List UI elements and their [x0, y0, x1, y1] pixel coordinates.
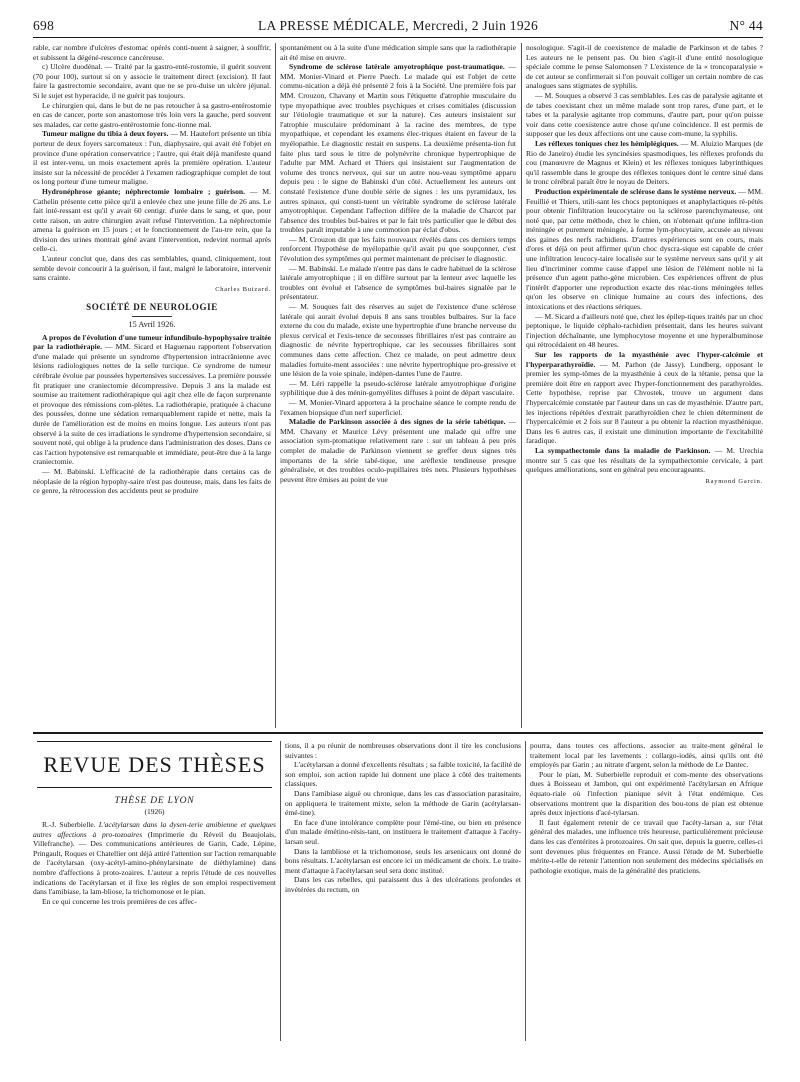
these-heading: THÈSE DE LYON: [114, 796, 195, 806]
paragraph: — M. Sicard a d'ailleurs noté que, chez les épilep-tiques traités par un choc peptonique, le liquide céphalo-rachidien présentait, dans les heures suivant l'injection déchaînante, une lymphocytose moyenne et une hyperalbuminose qui rétrocédaient en 48 heures.: [526, 311, 763, 350]
report-heading: Production expérimentale de sclérose dans le système nerveux.: [535, 186, 737, 196]
paragraph: tions, il a pu réunir de nombreuses observations dont il tire les conclusions suivantes :: [285, 741, 521, 760]
column-rule: [521, 43, 522, 728]
report-tumeur-hypophysaire: [33, 333, 271, 467]
report-body: — MM. Feuillié et Thiers, utili-sant les chocs peptoniques et anaphylactiques ré-pétés pour obtenir l'infiltration leucocytaire ou la sclérose parenchymateuse, ont noté que, par cette méthode, chez le chien, on n'obtenait qu'une infiltra-tion méningée et purement méningée, à forme lym-phocytaire, accusée au niveau des gaines des nerfs rachidiens. D'autres expériences sont en cours, mais d'ores et déjà on peut affirmer qu'un choc dyscra-sique est capable de créer une infiltration leucocy-taire localisée sur le système nerveux sans qu'il y ait lieu d'incriminer comme cause d'appel une lésion de l'élément noble ni la présence d'un agent patho-gène microbien. Ces expériences offrent de plus l'intérêt d'apporter une reproduction exacte des réac-tions méningées telles qu'on les observe en clinique humaine au cours des infections, des intoxications et des réactions sériques.: [526, 186, 763, 312]
issue-number: N° 44: [729, 18, 763, 33]
paragraph: Pour le pian, M. Suberbielle reproduit et com-mente des observations dues à Boisseau et Jambon, qui ont expérimenté l'acétylarsan en Afrique équato-riale où l'infection pianique sévit à l'état endémique. Ces observations montrent que la disparition des bou-tons de pian est obtenue après deux injections d'acé-tylarsan.: [530, 769, 763, 818]
report-body: — M. Hautefort présente un tibia porteur de deux foyers sarcomateux : l'un, diaphysaire, qui avait été l'objet en province d'une opération conservatrice ; l'autre, qui était déjà manifeste quand il est inter-venu, un mois exactement après la première opération. L'auteur insiste sur la nécessité de procéder à l'examen radiographique complet de tout os long porteur d'une tumeur maligne.: [33, 129, 271, 187]
signature: Charles Buizard.: [215, 285, 271, 293]
column-3: [526, 43, 763, 728]
report-sympathectomie: [526, 446, 763, 475]
report-parkinson: [280, 417, 516, 484]
report-sla: [280, 62, 516, 235]
paragraph: Il faut également retenir de ce travail que l'acéty-larsan a, sur l'état général des malades, une influence très heureuse, particulièrement précieuse dans les cas d'entérites à protozoaires. On sait que, depuis la guerre, celles-ci sont devenues plus fréquentes en France. Aussi l'étude de M. Suberbielle mérite-t-elle de retenir l'attention non seulement des médecins spécialisés en pathologie exotique, mais de la généralité des praticiens.: [530, 817, 763, 875]
column-rule: [525, 741, 526, 1041]
section-rule: [132, 316, 172, 317]
paragraph: — M. Souques fait des réserves au sujet de l'existence d'une sclérose latérale qui aurait évolué depuis 8 ans sans troubles bulbaires. Sur la face externe du cou du malade, existe une hypertrophie d'une branche nerveuse du plexus cervical et l'exis-tence de secousses fibrillaires n'est pas contraire au diagnostic de névrite hypertrophique, car les secousses fibrillaires sont communes dans cette affection. Chez ce malade, on peut admettre deux maladies fortuite-ment associées : une névrite hypertrophique pro-gressive et une lésion de la voie spinale, indépen-dantes l'une de l'autre.: [280, 302, 516, 379]
these-entry: [33, 820, 276, 897]
section-separator-rule: [33, 732, 763, 734]
report-heading: Tumeur maligne du tibia à deux foyers.: [42, 129, 169, 139]
paragraph: pourra, dans toutes ces affections, associer au traite-ment général le traitement local par les lavements : collargo-iodés, ainsi qu'ils ont été employés par Garin ; au nitrate d'argent, selon la méthode de Le Dantec.: [530, 741, 763, 770]
these-body: [33, 820, 276, 906]
column-rule: [275, 43, 276, 728]
paragraph: — M. Crouzon dit que les faits nouveaux révélés dans ces derniers temps renforcent l'hypothèse de myélopathie qu'il avait pu que soupçonner, c'est l'évolution des symptômes qui permet maintenant de préciser le diagnostic.: [280, 234, 516, 264]
paragraph: — M. Léri rappelle la pseudo-sclérose latérale amyotrophique d'origine syphilitique due à des ménin-gomyélites diffuses à point de départ vasculaire.: [280, 378, 516, 398]
running-head: [33, 18, 763, 36]
paragraph: En ce qui concerne les trois premières de ces affec-: [42, 896, 197, 906]
these-column-2: [285, 741, 521, 1041]
paragraph: spontanément ou à la suite d'une médication simple sans que la radiothérapie ait été mise en œuvre.: [280, 43, 516, 62]
revue-title: REVUE DES THÈSES: [37, 741, 272, 788]
report-body: — M. Cathelin présente cette pièce qu'il a enlevée chez une jeune fille de 26 ans. Le fait inté-ressant est qu'il y avait 60 centigr. d'urée dans le sang, et que, pour cette raison, un autre chirurgien avait refusé l'intervention. La néphrectomie amena la guérison en 15 jours ; et le fonctionnement de l'au-tre rein, que la division des urines montrait géné avant l'intervention, redevint normal après celle-ci.: [33, 186, 271, 254]
paragraph: — M. Babinski. L'efficacité de la radiothérapie dans certains cas de néoplasie de la région hypophy-saire n'est pas douteuse, mais, dans les faits de ce genre, la rétrocession des accidents peut se produire: [33, 466, 271, 496]
these-year: (1926): [144, 807, 165, 816]
header-rule: [33, 37, 763, 38]
these-summary: (Imprimerie du Réveil du Beaujolais, Villefranche). — Des communications antérieures de Garin, Cade, Lépine, Pringault, Roques et Chatellier ont déjà attiré l'attention sur l'action remarquable de l'acétylarsan (oxy-acétyl-amino-phénylarsinate de diéthylamine) dans nombre d'affections à proto-zoaires. L'auteur a repris l'étude de ces nouvelles indications de l'acétylarsan et il fixe les règles de son emploi respectivement dans l'amibiase, la lam-bliose, la trichomonose et le pian.: [33, 829, 276, 897]
section-heading: SOCIÉTÉ DE NEUROLOGIE: [86, 302, 218, 313]
report-heading: Maladie de Parkinson associée à des signes de la série tabétique.: [289, 417, 506, 427]
report-heading: Hydronéphrose géante; néphrectomie lombaire ; guérison.: [42, 186, 245, 196]
report-body: — MM. Monier-Vinard et Pierre Puech. Le malade qui est l'objet de cette commu-nication a déjà été présenté 2 fois à la Société. Une première fois par MM. Crouzon, Chavany et Martin sous l'étiquette d'atrophie musculaire du type myopathique avec troubles psychiques et crises comitiales (discussion sur l'étiologie traumatique et sur la nature). Ces auteurs insistaient sur l'atrophie musculaire prédominant à la racine des membres, de type myopathique, et cependant les examens élec-triques étaient en faveur de la myélopathie. Le diagnostic restait en suspens. La deuxième présenta-tion fut faite plus tard sous le titre de polynévrite chronique hypertrophique de l'adulte par MM. Achard et Thiers qui insistaient sur l'augmentation de volume des troncs nerveux, qui sur un autre nou-veau symptôme apparu depuis peu : le signe de Babinski d'un côté. Actuellement les auteurs ont constaté l'existence d'une double série de signes : les uns pyramidaux, les autres spinaux, qui consti-tuent un véritable syndrome de sclérose latérale amyotrophique. Cependant l'affection diffère de la maladie de Charcot par l'absence des troubles bul-baires et par le fait très particulier que le début des troubles paraît imputable à une commotion par éclat d'obus.: [280, 62, 516, 235]
revue-des-theses: [33, 741, 276, 1041]
paragraph: nosologique. S'agit-il de coexistence de maladie de Parkinson et de tabes ? Les auteurs ne le pensent pas. Ou bien s'agit-il d'une entité nosologique spéciale comme le pense Salomonsen ? L'existence de la « troncoparalysie » de cet auteur se confirmerait si l'on pouvait colliger un certain nombre de cas analogues sans stigmates de syphilis.: [526, 43, 763, 91]
paragraph: Dans les cas rebelles, qui paraissent dus à des ulcérations profondes et invétérées du rectum, on: [285, 875, 521, 894]
paragraph: rable, car nombre d'ulcères d'estomac opérés conti-nuent à saigner, à souffrir, et subissent la dégéné-rescence cancéreuse.: [33, 43, 271, 62]
session-date: 15 Avril 1926.: [128, 320, 176, 330]
paragraph: Le chirurgien qui, dans le but de ne pas retoucher à sa gastro-entérostomie en cas de cancer, porte son anastomose très loin vers la gauche, perd souvent ses malades, car cette gastro-entérostomie fonc-tionne mal.: [33, 100, 271, 129]
these-author: R.-J. Suberbielle.: [42, 820, 96, 829]
these-title: L'acétylarsan dans la dysen-terie amibienne et quelques autres affections à pro-tozoaires: [33, 820, 276, 839]
journal-title: LA PRESSE MÉDICALE, Mercredi, 2 Juin 1926: [257, 18, 539, 33]
these-column-3: [530, 741, 763, 1041]
report-body: — M. Aluizio Marques (de Rio de Janeiro) étudie les syncinésies spasmodiques, les réflexes profonds du cou (manœuvre de Magnus et Klein) et les réflexes toniques labyrinthiques qu'il rassemble dans le groupe des réflexes toniques dont le centre situé dans le tronc cérébral paraît être le noyau de Deiters.: [526, 138, 763, 187]
column-rule: [280, 741, 281, 1041]
report-production-sclerose: [526, 187, 763, 312]
paragraph: L'auteur conclut que, dans des cas semblables, quand, cliniquement, tout semble devoir concourir à la guérison, il faut, malgré le laboratoire, intervenir sans crainte.: [33, 254, 271, 283]
paragraph: — M. Babinski. Le malade n'entre pas dans le cadre habituel de la sclérose latérale amyotrophique ; il en diffère surtout par la lenteur avec laquelle les troubles ont évolué et l'absence de symptômes bul-baires signalée par le présentateur.: [280, 263, 516, 302]
paragraph: En face d'une intolérance complète pour l'émé-tine, ou bien en présence d'un malade émétino-résis-tant, on instituera le traitement d'attaque à l'acéty-larsan seul.: [285, 817, 521, 846]
report-heading: Les réflexes toniques chez les hémiplégiques.: [535, 138, 679, 148]
report-reflexes: [526, 139, 763, 187]
article-columns: [33, 43, 763, 728]
report-hydronephrose: [33, 187, 271, 254]
report-body: — M. Urechia montre sur 5 cas que les résultats de la sympathectomie cervicale, à part quelques améliorations, sont en général peu encourageants.: [526, 445, 763, 475]
report-heading: La sympathectomie dans la maladie de Parkinson.: [535, 445, 711, 455]
report-heading: A propos de l'évolution d'une tumeur infundibulo-hypophysaire traitée par la radiothérapie.: [33, 332, 271, 352]
report-myasthenie: [526, 350, 763, 446]
report-tumeur-tibia: [33, 129, 271, 187]
paragraph: L'acétylarsan a donné d'excellents résultats ; sa faible toxicité, la facilité de son emploi, son action rapide lui donnent une place à côté des traitements classiques.: [285, 760, 521, 789]
column-2: [280, 43, 516, 728]
column-1: [33, 43, 271, 728]
page-number: 698: [33, 18, 55, 33]
report-heading: Syndrome de sclérose latérale amyotrophique post-traumatique.: [289, 62, 505, 72]
paragraph: — M. Monier-Vinard apportera à la prochaine séance le compte rendu de l'examen biopsique d'un nerf superficiel.: [280, 397, 516, 417]
signature: Raymond Garcin.: [705, 477, 763, 485]
report-body: — MM. Sicard et Haguenau rapportent l'observation d'une malade qui présente un syndrome d'hypertension intracrânienne avec lésions radiologiques nettes de la selle turcique. Ce syndrome de tumeur cérébrale évolue par poussées hypertensives successives. La première poussée fit pratiquer une craniectomie décompressive. Depuis 3 ans la malade est soumise au traitement radiothérapique qui agit chez elle de façon surprenante et provoque des rémissions com-plètes. La radiothérapie, pratiquée à chacune des poussées, donne une sédation remarquablement rapide et nette, mais la durée de l'amélioration est de moins en moins longue. Les auteurs n'ont pas observé à la suite de ces irradiations le syndrome d'hypertension secondaire, si souvent noté, qui oblige à la prudence dans l'administration des doses. Dans ce cas l'action hypotensive est remarquable et immédiate, peut-être due à la large craniectomie.: [33, 342, 271, 467]
paragraph: — M. Souques a observé 3 cas semblables. Les cas de paralysie agitante et de tabes coexistant chez un même malade sont trop rares, d'une part, et le tabes et la paralysie agitante trop communs, d'autre part, pour qu'on puisse voir dans cette coexistence autre chose qu'une coïncidence. Il est permis de supposer que les deux affections ont une cause com-mune, la syphilis.: [526, 90, 763, 139]
paragraph: c) Ulcère duodénal. — Traité par la gastro-enté-rostomie, il guérit souvent (70 pour 100), surtout si on y associe le traitement direct (excision). Il faut faire la gastrectomie secondaire, avant que ne se pro-duise un ulcère jéjunal. Si le sujet est hyperacide, il ne guérit pas toujours.: [33, 62, 271, 100]
paragraph: Dans la lambliose et la trichomonose, seuls les arsenicaux ont donné de bons résultats. L'acétylarsan est encore ici un médicament de choix. Le traite-ment d'attaque à l'acétylarsan seul sera donc institué.: [285, 846, 521, 875]
report-body: — MM. Chavany et Maurice Lévy présentent une malade qui offre une association sym-ptomatique relativement rare : sur un tableau à peu près complet de maladie de Parkinson viennent se greffer deux signes très importants de la série tabé-tique, une aréflexie tendineuse presque généralisée, et des troubles oculo-pupillaires très nets. Plusieurs hypothèses peuvent être émises au point de vue: [280, 417, 516, 484]
report-body: — M. Parhon (de Jassy). Lundberg, opposant le premier les symp-tômes de la myasthénie à ceux de la tétanie, pensa que la première doit être en rapport avec l'hyper-fonctionnement des parathyroïdes. Cette hypothèse, reprise par Chvostek, trouve un argument dans l'hypercalcémie constatée par l'auteur dans un cas de myasthénie. D'autre part, les injections répétées d'extrait parathyroïdien chez le chien déterminent de l'hypercalcémie et 2 fois sur 8 l'auteur a pu obtenir la réaction myasthénique. Dans les 6 autres cas, il existait une diminution importante de l'excitabilité faradique.: [526, 359, 763, 446]
paragraph: Dans l'amibiase aiguë ou chronique, dans les cas d'association parasitaire, on appliquera le traitement mixte, selon la méthode de Garin (acétylarsan-émé-tine).: [285, 788, 521, 818]
report-heading: Sur les rapports de la myasthénie avec l'hyper-calcémie et l'hyperparathyroïdie.: [526, 350, 763, 369]
